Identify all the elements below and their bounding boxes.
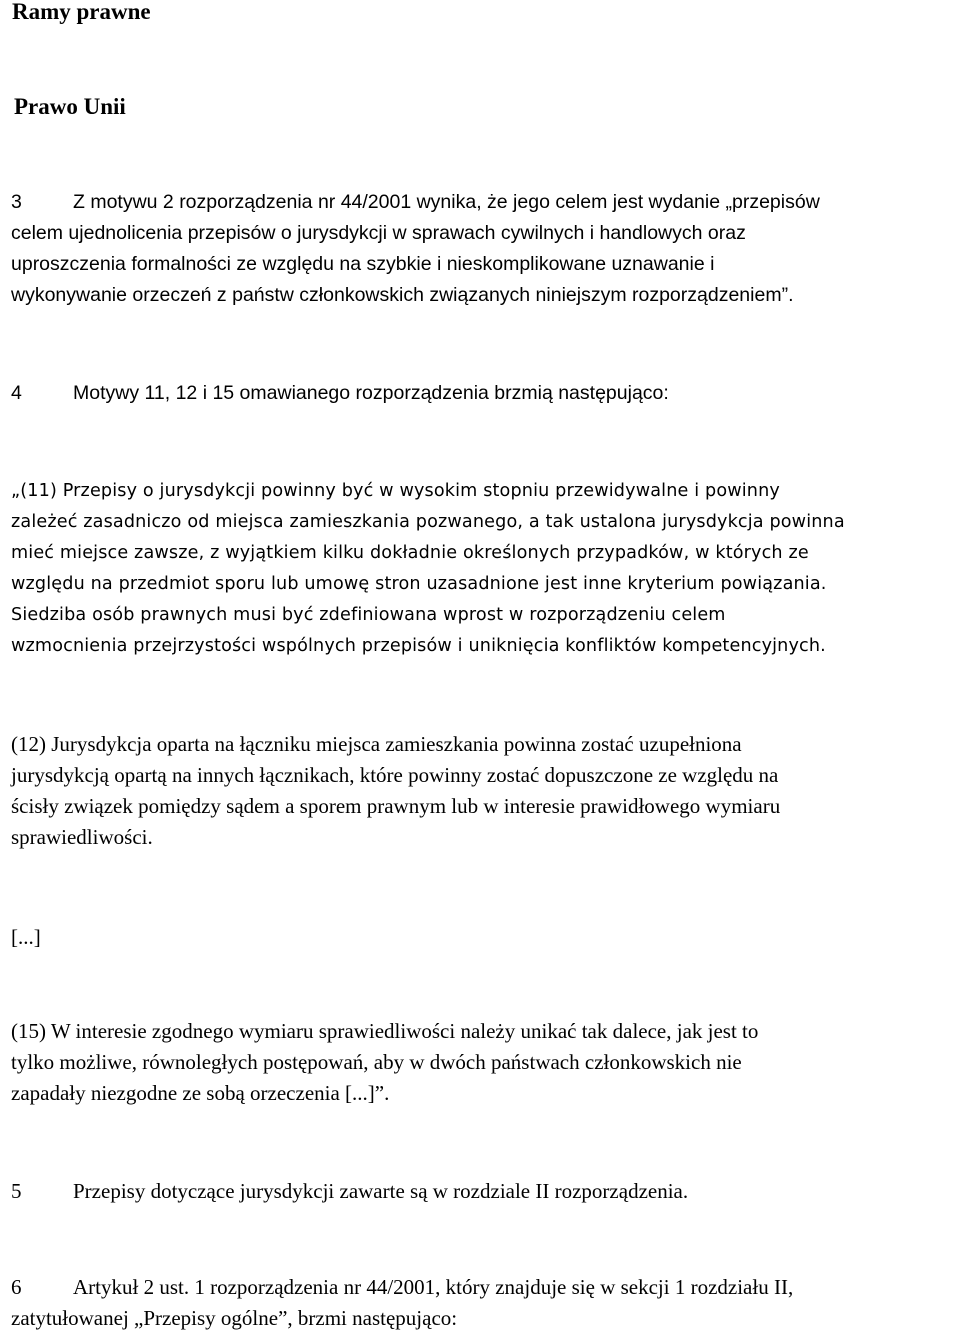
paragraph-number: 3 [11, 191, 22, 213]
recital-11-line-4: względu na przedmiot sporu lub umowę stron uzasadnione jest inne kryterium powiązania. [11, 574, 827, 594]
paragraph-3-line-4: wykonywanie orzeczeń z państw członkowskich związanych niniejszym rozporządzeniem”. [11, 284, 794, 306]
paragraph-6-line-2: zatytułowanej „Przepisy ogólne”, brzmi następująco: [11, 1306, 458, 1330]
section-heading: Ramy prawne [12, 0, 151, 24]
recital-15-line-2: tylko możliwe, równoległych postępowań, aby w dwóch państwach członkowskich nie [11, 1050, 742, 1074]
paragraph-5-line-1: 5 Przepisy dotyczące jurysdykcji zawarte są w rozdziale II rozporządzenia. [11, 1176, 960, 1207]
recital-11-line-1: „(11) Przepisy o jurysdykcji powinny być w wysokim stopniu przewidywalne i powinny [11, 481, 780, 501]
recital-12-line-2: jurysdykcją opartą na innych łącznikach, które powinny zostać dopuszczone ze względu na [11, 763, 779, 787]
recital-15-line-1: (15) W interesie zgodnego wymiaru sprawiedliwości należy unikać tak dalece, jak jest to [11, 1019, 759, 1043]
paragraph-3-line-1: 3 Z motywu 2 rozporządzenia nr 44/2001 wynika, że jego celem jest wydanie „przepisów [11, 187, 960, 218]
recital-12 [11, 729, 960, 853]
paragraph-6 [11, 1272, 960, 1334]
recital-11-line-2: zależeć zasadniczo od miejsca zamieszkania pozwanego, a tak ustalona jurysdykcja powinna [11, 512, 845, 532]
paragraph-3-line-3: uproszczenia formalności ze względu na szybkie i nieskomplikowane uznawanie i [11, 253, 715, 275]
recital-11-line-6: wzmocnienia przejrzystości wspólnych przepisów i uniknięcia konfliktów kompetencyjnych. [11, 636, 826, 656]
recital-12-line-3: ścisły związek pomiędzy sądem a sporem prawnym lub w interesie prawidłowego wymiaru [11, 794, 781, 818]
paragraph-5 [11, 1176, 960, 1207]
recital-11-line-5: Siedziba osób prawnych musi być zdefiniowana wprost w rozporządzeniu celem [11, 605, 726, 625]
recital-11 [11, 476, 960, 662]
paragraph-3-line-2: celem ujednolicenia przepisów o jurysdykcji w sprawach cywilnych i handlowych oraz [11, 222, 746, 244]
paragraph-3 [11, 187, 960, 311]
recital-12-line-4: sprawiedliwości. [11, 825, 153, 849]
recital-15 [11, 1016, 960, 1109]
paragraph-number: 5 [11, 1179, 22, 1203]
paragraph-6-line-1: 6 Artykuł 2 ust. 1 rozporządzenia nr 44/2001, który znajduje się w sekcji 1 rozdziału II, [11, 1272, 960, 1303]
recital-15-line-3: zapadały niezgodne ze sobą orzeczenia [...]”. [11, 1081, 390, 1105]
paragraph-4-line-1: 4 Motywy 11, 12 i 15 omawianego rozporządzenia brzmią następująco: [11, 378, 960, 409]
paragraph-4 [11, 378, 960, 409]
recital-12-line-1: (12) Jurysdykcja oparta na łączniku miejsca zamieszkania powinna zostać uzupełniona [11, 732, 742, 756]
recital-11-line-3: mieć miejsce zawsze, z wyjątkiem kilku dokładnie określonych przypadków, w których ze [11, 543, 809, 563]
paragraph-number: 6 [11, 1275, 22, 1299]
subsection-heading: Prawo Unii [14, 94, 126, 119]
paragraph-number: 4 [11, 382, 22, 404]
omission-marker: [...] [11, 925, 41, 949]
